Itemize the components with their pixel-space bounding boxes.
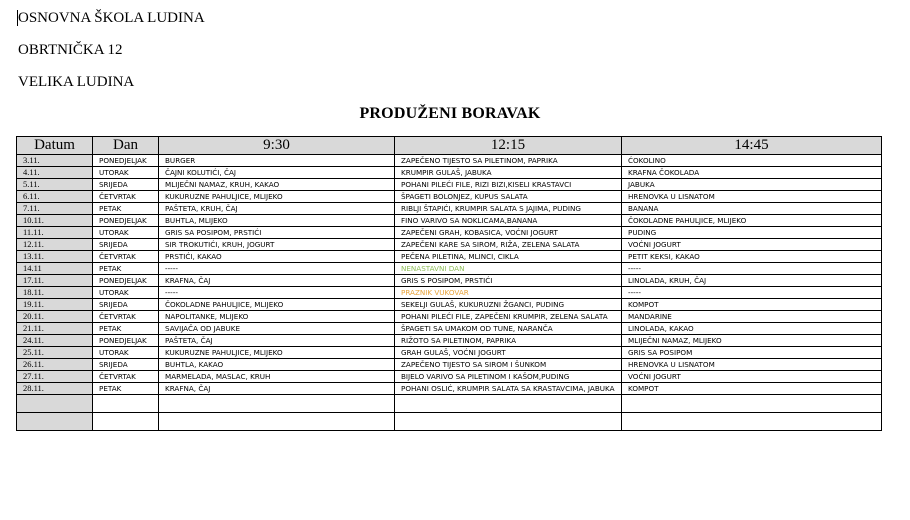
meal-1445-cell: KOMPOT <box>622 299 882 311</box>
meal-1445-cell: GRIS SA POSIPOM <box>622 347 882 359</box>
table-row <box>17 335 882 347</box>
meal-0930-cell: MARMELADA, MASLAC, KRUH <box>159 371 395 383</box>
table-row <box>17 371 882 383</box>
meal-0930-cell: GRIS SA POSIPOM, PRSTIĆI <box>159 227 395 239</box>
day-cell: PETAK <box>93 383 159 395</box>
meal-1215-cell: POHANI PILEĆI FILE, ZAPEČENI KRUMPIR, ZELENA SALATA <box>395 311 622 323</box>
empty-cell <box>622 413 882 431</box>
meal-1445-cell: ----- <box>622 287 882 299</box>
meal-1215-cell: GRIS S POSIPOM, PRSTIĆI <box>395 275 622 287</box>
empty-cell <box>395 413 622 431</box>
school-street: OBRTNIČKA 12 <box>18 42 123 58</box>
table-row <box>17 299 882 311</box>
empty-cell <box>93 413 159 431</box>
day-cell: ČETVRTAK <box>93 251 159 263</box>
day-cell: SRIJEDA <box>93 239 159 251</box>
meal-1445-cell: MLIJEČNI NAMAZ, MLIJEKO <box>622 335 882 347</box>
meal-1215-cell: PRAZNIK VUKOVAR <box>395 287 622 299</box>
day-cell: UTORAK <box>93 167 159 179</box>
date-cell: 25.11. <box>17 347 93 359</box>
meal-1445-cell: HRENOVKA U LISNATOM <box>622 359 882 371</box>
empty-cell <box>159 413 395 431</box>
meal-1215-cell: POHANI OSLIĆ, KRUMPIR SALATA SA KRASTAVCIMA, JABUKA <box>395 383 622 395</box>
day-cell: PONEDJELJAK <box>93 335 159 347</box>
table-row <box>17 155 882 167</box>
meal-0930-cell: MLIJEČNI NAMAZ, KRUH, KAKAO <box>159 179 395 191</box>
empty-cell <box>159 395 395 413</box>
date-cell: 24.11. <box>17 335 93 347</box>
meal-0930-cell: PAŠTETA, ČAJ <box>159 335 395 347</box>
meal-1445-cell: ĆOKOLINO <box>622 155 882 167</box>
table-row <box>17 239 882 251</box>
date-cell: 27.11. <box>17 371 93 383</box>
meal-1215-cell: ZAPEČENI KARE SA SIROM, RIŽA, ZELENA SALATA <box>395 239 622 251</box>
date-cell: 5.11. <box>17 179 93 191</box>
meal-0930-cell: BUHTLA, KAKAO <box>159 359 395 371</box>
day-cell: PONEDJELJAK <box>93 155 159 167</box>
table-row <box>17 275 882 287</box>
table-body <box>17 155 882 431</box>
day-cell: PETAK <box>93 323 159 335</box>
day-cell: ČETVRTAK <box>93 371 159 383</box>
day-cell: PONEDJELJAK <box>93 215 159 227</box>
meal-0930-cell: KRAFNA, ČAJ <box>159 275 395 287</box>
meal-1215-cell: ZAPEČENI GRAH, KOBASICA, VOĆNI JOGURT <box>395 227 622 239</box>
date-cell: 12.11. <box>17 239 93 251</box>
day-cell: SRIJEDA <box>93 359 159 371</box>
day-cell: PETAK <box>93 263 159 275</box>
date-cell: 20.11. <box>17 311 93 323</box>
meal-1215-cell: ŠPAGETI SA UMAKOM OD TUNE, NARANČA <box>395 323 622 335</box>
meal-0930-cell: KRAFNA, ČAJ <box>159 383 395 395</box>
meal-1445-cell: LINOLADA, KRUH, ČAJ <box>622 275 882 287</box>
meal-1445-cell: VOĆNI JOGURT <box>622 239 882 251</box>
day-cell: PONEDJELJAK <box>93 275 159 287</box>
meal-1445-cell: PETIT KEKSI, KAKAO <box>622 251 882 263</box>
day-cell: SRIJEDA <box>93 179 159 191</box>
meal-1445-cell: ----- <box>622 263 882 275</box>
table-row <box>17 191 882 203</box>
meal-0930-cell: BUHTLA, MLIJEKO <box>159 215 395 227</box>
meal-1215-cell: GRAH GULAŠ, VOĆNI JOGURT <box>395 347 622 359</box>
empty-cell <box>93 395 159 413</box>
meal-1445-cell: JABUKA <box>622 179 882 191</box>
meal-1215-cell: KRUMPIR GULAŠ, JABUKA <box>395 167 622 179</box>
meal-0930-cell: KUKURUZNE PAHULJICE, MLIJEKO <box>159 191 395 203</box>
day-cell: UTORAK <box>93 227 159 239</box>
meal-1445-cell: LINOLADA, KAKAO <box>622 323 882 335</box>
meal-0930-cell: NAPOLITANKE, MLIJEKO <box>159 311 395 323</box>
date-cell: 21.11. <box>17 323 93 335</box>
table-row <box>17 383 882 395</box>
empty-cell <box>17 395 93 413</box>
date-cell: 4.11. <box>17 167 93 179</box>
table-row <box>17 227 882 239</box>
meal-1445-cell: MANDARINE <box>622 311 882 323</box>
meal-1445-cell: BANANA <box>622 203 882 215</box>
day-cell: ČETVRTAK <box>93 191 159 203</box>
day-cell: SRIJEDA <box>93 299 159 311</box>
meal-0930-cell: ČAJNI KOLUTIĆI, ČAJ <box>159 167 395 179</box>
column-header-day: Dan <box>93 137 159 155</box>
meal-1445-cell: KRAFNA ČOKOLADA <box>622 167 882 179</box>
date-cell: 11.11. <box>17 227 93 239</box>
meal-1445-cell: KOMPOT <box>622 383 882 395</box>
table-header-row <box>17 137 882 155</box>
column-header-0930: 9:30 <box>159 137 395 155</box>
table-row <box>17 347 882 359</box>
meal-1445-cell: ČOKOLADNE PAHULJICE, MLIJEKO <box>622 215 882 227</box>
table-row <box>17 323 882 335</box>
meal-0930-cell: PAŠTETA, KRUH, ČAJ <box>159 203 395 215</box>
meal-1215-cell: POHANI PILEĆI FILE, RIZI BIZI,KISELI KRASTAVCI <box>395 179 622 191</box>
menu-table <box>16 136 882 431</box>
date-cell: 28.11. <box>17 383 93 395</box>
date-cell: 10.11. <box>17 215 93 227</box>
table-row <box>17 179 882 191</box>
meal-0930-cell: ----- <box>159 263 395 275</box>
table-row <box>17 287 882 299</box>
column-header-1445: 14:45 <box>622 137 882 155</box>
meal-0930-cell: KUKURUZNE PAHULJICE, MLIJEKO <box>159 347 395 359</box>
date-cell: 6.11. <box>17 191 93 203</box>
table-row <box>17 311 882 323</box>
meal-1445-cell: HRENOVKA U LISNATOM <box>622 191 882 203</box>
meal-0930-cell: ČOKOLADNE PAHULJICE, MLIJEKO <box>159 299 395 311</box>
meal-0930-cell: ----- <box>159 287 395 299</box>
day-cell: UTORAK <box>93 347 159 359</box>
school-name: OSNOVNA ŠKOLA LUDINA <box>18 10 205 26</box>
date-cell: 18.11. <box>17 287 93 299</box>
table-row <box>17 359 882 371</box>
meal-1215-cell: ZAPEČENO TIJESTO SA SIROM I ŠUNKOM <box>395 359 622 371</box>
date-cell: 14.11 <box>17 263 93 275</box>
day-cell: UTORAK <box>93 287 159 299</box>
table-row <box>17 263 882 275</box>
meal-1215-cell: RIŽOTO SA PILETINOM, PAPRIKA <box>395 335 622 347</box>
date-cell: 3.11. <box>17 155 93 167</box>
meal-0930-cell: BURGER <box>159 155 395 167</box>
table-row <box>17 215 882 227</box>
empty-cell <box>622 395 882 413</box>
empty-cell <box>395 395 622 413</box>
column-header-date: Datum <box>17 137 93 155</box>
meal-1215-cell: ŠPAGETI BOLONJEZ, KUPUS SALATA <box>395 191 622 203</box>
meal-1215-cell: NENASTAVNI DAN <box>395 263 622 275</box>
date-cell: 17.11. <box>17 275 93 287</box>
meal-1215-cell: SEKELJI GULAŠ, KUKURUZNI ŽGANCI, PUDING <box>395 299 622 311</box>
meal-0930-cell: SIR TROKUTIĆI, KRUH, JOGURT <box>159 239 395 251</box>
meal-1215-cell: ZAPEČENO TIJESTO SA PILETINOM, PAPRIKA <box>395 155 622 167</box>
date-cell: 26.11. <box>17 359 93 371</box>
column-header-1215: 12:15 <box>395 137 622 155</box>
table-row <box>17 251 882 263</box>
day-cell: PETAK <box>93 203 159 215</box>
table-row <box>17 203 882 215</box>
empty-table-row <box>17 395 882 413</box>
table-row <box>17 167 882 179</box>
empty-cell <box>17 413 93 431</box>
date-cell: 7.11. <box>17 203 93 215</box>
school-town: VELIKA LUDINA <box>18 74 135 90</box>
meal-1215-cell: FINO VARIVO SA NOKLICAMA,BANANA <box>395 215 622 227</box>
meal-1445-cell: VOĆNI JOGURT <box>622 371 882 383</box>
date-cell: 19.11. <box>17 299 93 311</box>
meal-1215-cell: PEČENA PILETINA, MLINCI, CIKLA <box>395 251 622 263</box>
meal-1215-cell: RIBLJI ŠTAPIĆI, KRUMPIR SALATA S JAJIMA, PUDING <box>395 203 622 215</box>
meal-0930-cell: SAVIJAČA OD JABUKE <box>159 323 395 335</box>
meal-0930-cell: PRSTIĆI, KAKAO <box>159 251 395 263</box>
document-title: PRODUŽENI BORAVAK <box>359 105 541 122</box>
date-cell: 13.11. <box>17 251 93 263</box>
meal-1215-cell: BIJELO VARIVO SA PILETINOM I KAŠOM,PUDING <box>395 371 622 383</box>
empty-table-row <box>17 413 882 431</box>
day-cell: ČETVRTAK <box>93 311 159 323</box>
meal-1445-cell: PUDING <box>622 227 882 239</box>
